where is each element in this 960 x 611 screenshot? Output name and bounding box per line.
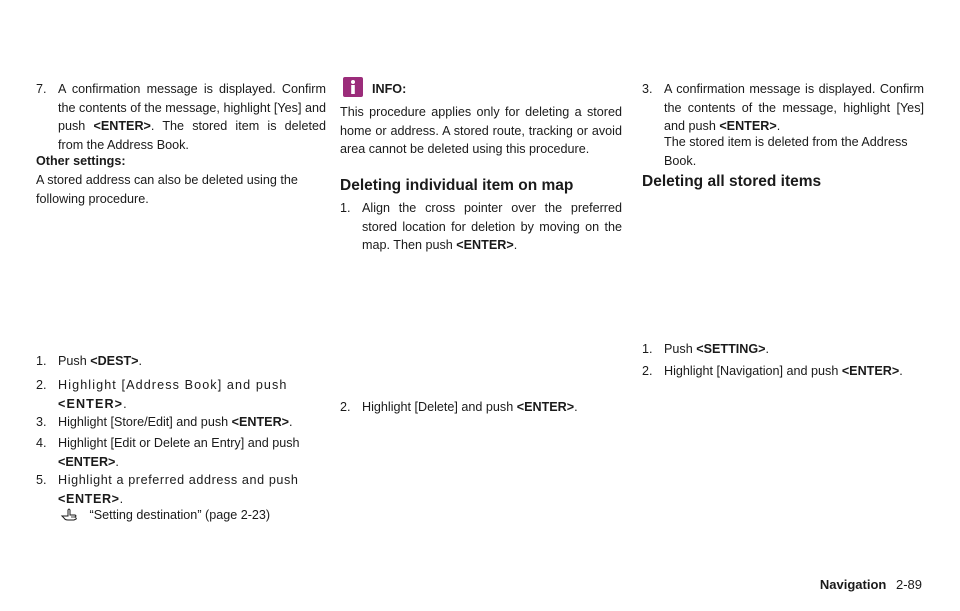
enter-key: <ENTER> [231,415,290,429]
step-number: 7. [36,82,47,96]
step-4: 4. Highlight [Edit or Delete an Entry] and push <ENTER>. [36,436,300,469]
enter-key: <ENTER> [719,119,777,133]
section-heading: Deleting individual item on map [340,177,574,194]
enter-key: <ENTER> [58,396,124,411]
enter-key: <ENTER> [93,119,151,133]
enter-key: <ENTER> [841,364,900,378]
enter-key: <ENTER> [58,454,116,469]
reference-text: “Setting destination” (page 2-23) [89,508,271,522]
enter-key: <ENTER> [58,491,120,506]
info-icon [342,76,364,98]
reference-hand-icon [60,506,80,522]
other-settings-heading: Other settings: [36,154,126,168]
footer-section: Navigation [819,577,887,592]
page-footer [820,577,922,592]
dest-key: <DEST> [90,354,139,368]
map-step-2: 2. Highlight [Delete] and push <ENTER>. [340,400,578,414]
step-7: 7. A confirmation message is displayed. Confirm the contents of the message, highlight [Yes] and push <ENTER>. The stored item is deleted from the Address Book. [36,82,326,152]
reference [60,506,270,525]
step-2: 2. Highlight [Address Book] and push <ENTER>. [36,378,288,411]
step-5: 5. Highlight a preferred address and push <ENTER>. [36,473,299,506]
step-3-note: The stored item is deleted from the Address Book. [664,135,908,168]
map-step-3: 3. A confirmation message is displayed. Confirm the contents of the message, highlight [Yes] and push <ENTER>. [642,82,924,133]
other-settings-text: A stored address can also be deleted using the following procedure. [36,173,298,206]
enter-key: <ENTER> [456,238,514,252]
page-number: 2-89 [895,577,922,592]
all-step-1: 1. Push <SETTING>. [642,342,770,356]
section-heading: Deleting all stored items [642,173,822,190]
enter-key: <ENTER> [516,400,575,414]
step-1: 1. Push <DEST>. [36,354,143,368]
setting-key: <SETTING> [696,342,766,356]
info-label: INFO: [372,82,407,96]
info-text: This procedure applies only for deleting a stored home or address. A stored route, tracking or avoid area cannot be deleted using this procedure. [340,105,622,156]
map-step-1: 1. Align the cross pointer over the preferred stored location for deletion by moving on the map. Then push <ENTER>. [340,201,622,252]
step-3: 3. Highlight [Store/Edit] and push <ENTER>. [36,415,293,429]
all-step-2: 2. Highlight [Navigation] and push <ENTER>. [642,364,903,378]
